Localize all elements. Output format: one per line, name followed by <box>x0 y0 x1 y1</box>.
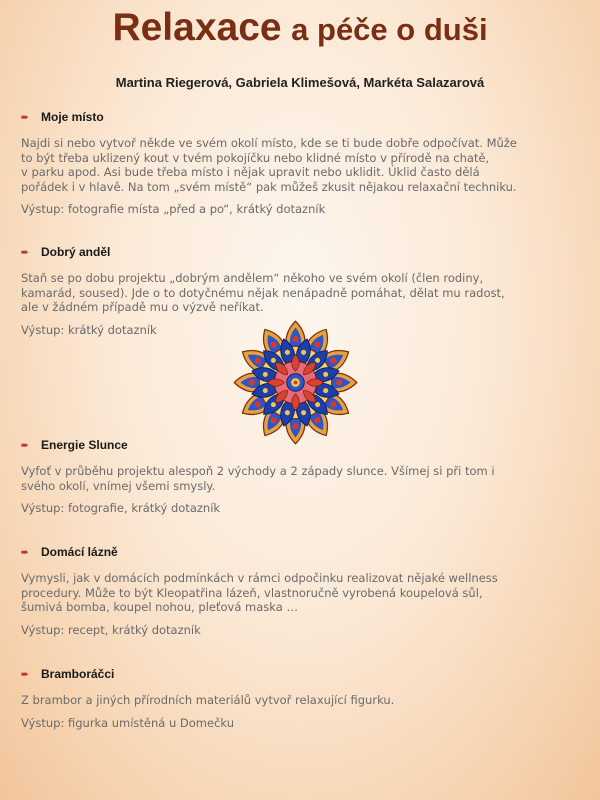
text-line: šumivá bomba, koupel nohou, pleťová maska … <box>21 600 298 614</box>
title-rest: a péče o duši <box>291 12 488 47</box>
text-line: Vymysli, jak v domácích podmínkách v rámci odpočinku realizovat nějaké wellness <box>21 571 498 585</box>
section-heading-label: Bramboráčci <box>41 667 115 681</box>
mandala-icon <box>233 320 358 445</box>
section-heading <box>21 545 581 559</box>
section-output: Výstup: krátký dotazník <box>21 322 157 337</box>
page-title <box>0 8 600 47</box>
text-line: Z brambor a jiných přírodních materiálů vytvoř relaxující figurku. <box>21 693 395 707</box>
section-text <box>21 136 581 194</box>
text-line: v parku apod. Asi bude třeba místo i nějak upravit nebo uklidit. Úklid často dělá <box>21 165 480 179</box>
text-line: svého okolí, vnímej všemi smysly. <box>21 478 216 493</box>
text-line: pořádek i v hlavě. Na tom „svém místě“ pak můžeš zkusit nějakou relaxační techniku. <box>21 179 517 194</box>
text-line: procedury. Může to být Kleopatřina lázeň, vlastnoručně vyrobená koupelová sůl, <box>21 585 483 600</box>
section-output: Výstup: fotografie, krátký dotazník <box>21 501 221 515</box>
section-text <box>21 693 581 708</box>
section-heading-label: Domácí lázně <box>41 545 118 559</box>
arrow-bullet-icon: ➨ <box>21 111 29 122</box>
text-line: ale v žádném případě mu o výzvě neříkat. <box>21 300 264 314</box>
section-energie-slunce <box>21 438 581 516</box>
section-bramboracci <box>21 667 581 730</box>
arrow-bullet-icon: ➨ <box>21 546 29 557</box>
text-line: kamarád, soused). Jde o to dotyčnému nějak nenápadně pomáhat, dělat mu radost, <box>21 285 505 300</box>
text-line: Najdi si nebo vytvoř někde ve svém okolí místo, kde se ti bude dobře odpočívat. Může <box>21 136 517 150</box>
arrow-bullet-icon: ➨ <box>21 246 29 257</box>
authors: Martina Riegerová, Gabriela Klimešová, Markéta Salazarová <box>115 75 485 90</box>
section-heading-label: Dobrý anděl <box>41 245 111 259</box>
section-moje-misto <box>21 110 581 217</box>
section-heading-label: Moje místo <box>41 110 104 124</box>
section-domaci-lazne <box>21 545 581 637</box>
section-text <box>21 464 581 493</box>
arrow-bullet-icon: ➨ <box>21 668 29 679</box>
section-heading <box>21 438 581 452</box>
section-heading <box>21 667 581 681</box>
section-output: Výstup: fotografie místa „před a po“, krátký dotazník <box>21 202 326 216</box>
section-text <box>21 271 581 315</box>
section-heading <box>21 110 581 124</box>
section-output: Výstup: figurka umístěná u Domečku <box>21 715 234 730</box>
section-output: Výstup: recept, krátký dotazník <box>21 622 201 637</box>
section-heading <box>21 245 581 259</box>
text-line: Staň se po dobu projektu „dobrým andělem“ někoho ve svém okolí (člen rodiny, <box>21 271 484 285</box>
title-main: Relaxace <box>112 6 282 49</box>
text-line: to být třeba uklizený kout v tvém pokojíčku nebo klidné místo v přírodě na chatě, <box>21 150 490 165</box>
arrow-bullet-icon: ➨ <box>21 439 29 450</box>
text-line: Vyfoť v průběhu projektu alespoň 2 východy a 2 západy slunce. Všímej si při tom i <box>21 464 495 478</box>
section-heading-label: Energie Slunce <box>41 438 128 452</box>
section-text <box>21 571 581 615</box>
